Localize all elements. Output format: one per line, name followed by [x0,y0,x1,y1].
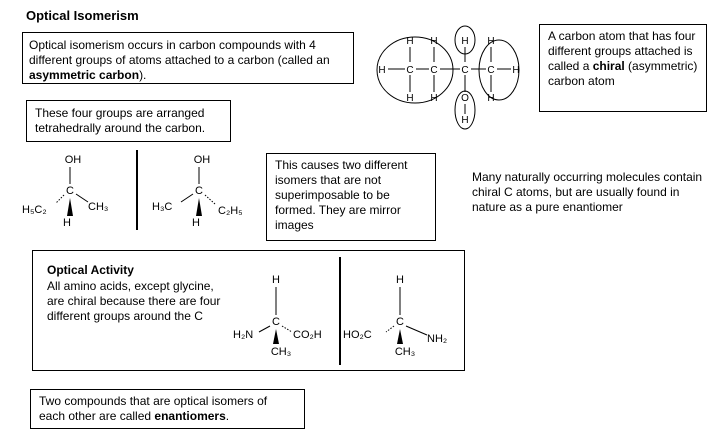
atom-c: C [461,65,469,76]
enantiomer-left [18,148,123,228]
intro-text: Optical isomerism occurs in carbon compounds with 4 different groups of atoms attached to a carbon (called an [29,38,330,67]
atom-h: H [512,65,520,76]
mirror-line [136,150,138,230]
group-methyl: CH₃ [88,201,109,213]
group-ethyl: H₅C₂ [22,204,47,216]
atom-h: H [487,93,495,104]
butanol-structure [370,18,530,130]
group-ethyl: C₂H₅ [218,205,243,217]
atom-h: H [487,36,495,47]
intro-text-end: ). [139,68,147,82]
optical-activity-text: All amino acids, except glycine, are chiral because there are four different groups around the C [47,279,221,323]
intro-box [22,32,354,84]
group-amine: NH₂ [427,333,448,345]
enantiomers-text: Two compounds that are optical isomers of each other are called [39,394,268,423]
group-h: H [63,217,71,228]
atom-c: C [487,65,495,76]
group-methyl: H₃C [152,201,173,213]
nature-note: Many naturally occurring molecules contain chiral C atoms, but are usually found in nature as a pure enantiomer [472,170,703,214]
group-methyl: CH₃ [394,346,416,358]
atom-c: C [406,65,414,76]
intro-bold-term: asymmetric carbon [29,68,140,82]
atom-h: H [430,93,438,104]
alanine-right [341,269,463,361]
atom-o: O [461,93,469,104]
optical-activity-title: Optical Activity [47,263,134,277]
chiral-bold-term: chiral [592,59,625,73]
group-h: H [272,274,280,286]
group-oh: OH [64,154,82,166]
group-carboxyl: HO₂C [343,329,372,341]
mirror-images-box [266,153,436,241]
wedge-bond [397,329,403,344]
atom-h: H [461,36,469,47]
tetrahedral-box [26,100,231,142]
wedge-bond [196,198,202,216]
group-methyl: CH₃ [270,346,292,358]
chiral-definition-box [539,24,707,112]
atom-h: H [406,36,414,47]
chiral-carbon: C [66,185,74,197]
group-carboxyl: CO₂H [293,329,322,341]
chiral-text: A carbon atom that has four different groups attached is called a [548,29,696,73]
atom-h: H [406,93,414,104]
group-h: H [192,217,200,228]
enantiomers-text-end: . [225,409,230,423]
chiral-carbon: C [396,316,404,328]
page-title: Optical Isomerism [26,8,139,23]
enantiomer-right [148,148,258,228]
wedge-bond [67,198,73,216]
atom-h: H [378,65,386,76]
ethyl-group-ring [377,37,453,103]
optical-activity-box [32,250,465,371]
group-amine: H₂N [233,329,254,341]
group-oh: OH [193,154,211,166]
wedge-bond [273,329,279,344]
atom-h: H [430,36,438,47]
tetrahedral-text: These four groups are arranged tetrahedrally around the carbon. [35,106,206,135]
group-h: H [396,274,404,286]
atom-h: H [461,115,469,126]
alanine-left [229,269,339,361]
enantiomers-box [30,389,305,429]
mirror-text: This causes two different isomers that are not superimposable to be formed. They are mirror images [275,158,408,232]
atom-c: C [430,65,438,76]
chiral-text-end: (asymmetric) carbon atom [548,59,698,88]
chiral-carbon: C [195,185,203,197]
enantiomers-bold-term: enantiomers [154,409,226,423]
chiral-carbon: C [272,316,280,328]
